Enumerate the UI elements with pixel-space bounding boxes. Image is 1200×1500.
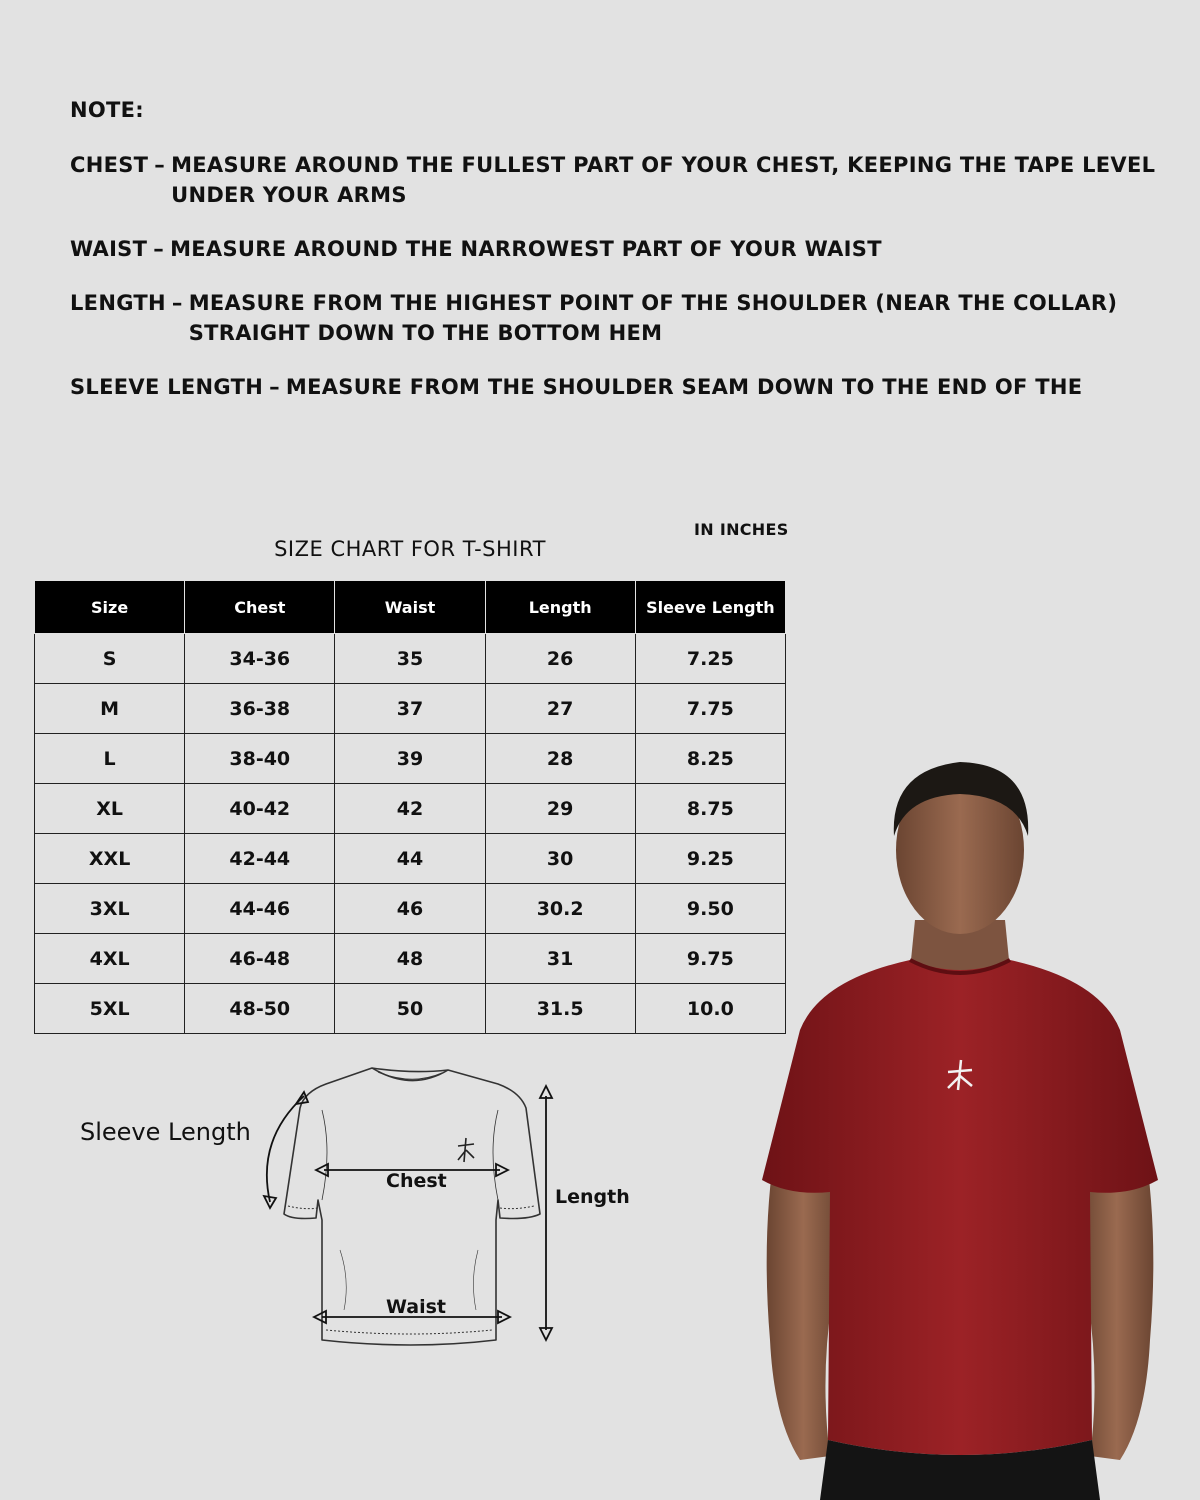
- table-row: [35, 784, 786, 834]
- table-cell: 48-50: [185, 984, 335, 1034]
- table-cell: 34-36: [185, 634, 335, 684]
- table-cell: 8.75: [635, 784, 785, 834]
- table-cell: XXL: [35, 834, 185, 884]
- table-cell: 26: [485, 634, 635, 684]
- table-cell: XL: [35, 784, 185, 834]
- table-cell: 29: [485, 784, 635, 834]
- measurement-notes: [70, 98, 1180, 426]
- note-sleeve-length: [70, 372, 1180, 402]
- column-header: Size: [35, 581, 185, 634]
- note-waist: [70, 234, 1180, 264]
- note-text: MEASURE FROM THE SHOULDER SEAM DOWN TO THE END OF THE: [285, 375, 1083, 399]
- table-row: [35, 634, 786, 684]
- table-cell: 31: [485, 934, 635, 984]
- column-header: Sleeve Length: [635, 581, 785, 634]
- table-cell: 28: [485, 734, 635, 784]
- table-cell: 44-46: [185, 884, 335, 934]
- note-text: MEASURE AROUND THE FULLEST PART OF YOUR CHEST, KEEPING THE TAPE LEVEL UNDER YOUR ARMS: [171, 153, 1156, 207]
- tshirt-outline-icon: [60, 1060, 680, 1380]
- table-cell: L: [35, 734, 185, 784]
- model-photo: [740, 740, 1180, 1500]
- table-cell: 4XL: [35, 934, 185, 984]
- table-cell: 36-38: [185, 684, 335, 734]
- table-row: [35, 984, 786, 1034]
- table-cell: 3XL: [35, 884, 185, 934]
- table-cell: 46: [335, 884, 485, 934]
- column-header: Chest: [185, 581, 335, 634]
- column-header: Waist: [335, 581, 485, 634]
- note-separator: –: [153, 237, 165, 261]
- note-text: MEASURE AROUND THE NARROWEST PART OF YOUR WAIST: [170, 237, 882, 261]
- note-separator: –: [154, 153, 166, 177]
- table-header-row: [35, 581, 786, 634]
- table-cell: 30: [485, 834, 635, 884]
- note-length: [70, 288, 1180, 348]
- table-cell: 48: [335, 934, 485, 984]
- chest-label: Chest: [386, 1170, 447, 1192]
- note-text: MEASURE FROM THE HIGHEST POINT OF THE SHOULDER (NEAR THE COLLAR) STRAIGHT DOWN TO THE BOTTOM HEM: [188, 291, 1118, 345]
- table-cell: M: [35, 684, 185, 734]
- table-row: [35, 684, 786, 734]
- table-cell: 38-40: [185, 734, 335, 784]
- table-cell: 37: [335, 684, 485, 734]
- table-cell: 9.25: [635, 834, 785, 884]
- table-cell: 39: [335, 734, 485, 784]
- table-cell: 7.25: [635, 634, 785, 684]
- length-arrow-icon: [540, 1086, 552, 1340]
- note-heading: NOTE:: [70, 98, 144, 122]
- table-cell: 30.2: [485, 884, 635, 934]
- table-cell: 9.75: [635, 934, 785, 984]
- table-cell: 42-44: [185, 834, 335, 884]
- size-chart-table: [34, 580, 786, 1034]
- table-cell: 44: [335, 834, 485, 884]
- table-cell: 7.75: [635, 684, 785, 734]
- table-cell: 9.50: [635, 884, 785, 934]
- table-row: [35, 834, 786, 884]
- table-row: [35, 734, 786, 784]
- note-separator: –: [269, 375, 280, 399]
- table-cell: 8.25: [635, 734, 785, 784]
- sleeve-length-label: Sleeve Length: [80, 1118, 251, 1146]
- waist-label: Waist: [386, 1296, 447, 1318]
- table-cell: 35: [335, 634, 485, 684]
- table-cell: 46-48: [185, 934, 335, 984]
- note-term: SLEEVE LENGTH: [70, 375, 264, 399]
- note-term: CHEST: [70, 153, 149, 177]
- table-cell: 40-42: [185, 784, 335, 834]
- size-chart-title: SIZE CHART FOR T-SHIRT: [274, 537, 546, 561]
- column-header: Length: [485, 581, 635, 634]
- length-label: Length: [555, 1186, 630, 1208]
- table-cell: 10.0: [635, 984, 785, 1034]
- table-cell: 5XL: [35, 984, 185, 1034]
- note-separator: –: [171, 291, 183, 315]
- unit-note: IN INCHES: [694, 520, 789, 539]
- table-row: [35, 884, 786, 934]
- table-cell: 50: [335, 984, 485, 1034]
- note-term: WAIST: [70, 237, 148, 261]
- table-cell: 42: [335, 784, 485, 834]
- table-row: [35, 934, 786, 984]
- table-cell: 27: [485, 684, 635, 734]
- table-body: [35, 634, 786, 1034]
- table-cell: 31.5: [485, 984, 635, 1034]
- note-term: LENGTH: [70, 291, 166, 315]
- note-chest: [70, 150, 1180, 210]
- tshirt-measurement-diagram: [60, 1060, 680, 1380]
- table-cell: S: [35, 634, 185, 684]
